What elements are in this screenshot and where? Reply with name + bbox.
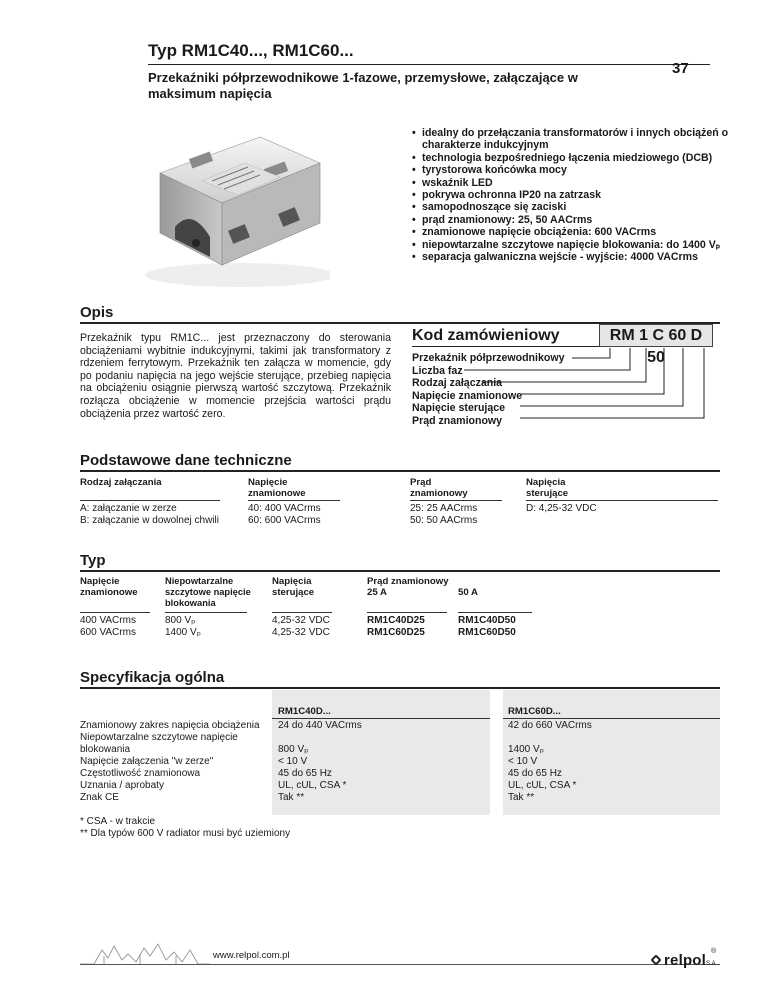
cell-value: A: załączanie w zerze <box>80 503 177 514</box>
cell-value: 600 VACrms <box>80 627 136 638</box>
column-header: 25 A <box>367 587 387 598</box>
spec-label: Napięcie załączenia "w zerze" <box>80 756 214 767</box>
cell-value: 40: 400 VACrms <box>248 503 321 514</box>
order-code-item: Prąd znamionowy <box>412 414 503 427</box>
header-underline <box>526 500 718 501</box>
table-row <box>165 615 201 639</box>
column-header: Niepowtarzalne szczytowe napięcie blokowania <box>165 576 251 608</box>
description-text: Przekaźnik typu RM1C... jest przeznaczony do sterowania obciążeniami wybitnie indukcyjnymi, takimi jak transformatory z rdzeniem ferrytowym. Przekaźnik ten załącza w momencie, gdy po podaniu napięcia na jego wejście sterujące, przebieg napięcia na obciążeniu osiągnie pierwszą wartość szczytową. Przekaźnik rozłącza obciążenie w momencie przejścia wartości prądu obciążenia przez wartość zero. <box>80 332 391 420</box>
table-cell <box>80 503 219 527</box>
order-code-item: Rodzaj załączania <box>412 377 503 390</box>
spec-value: 42 do 660 VACrms <box>508 720 592 731</box>
cell-value: 1400 Vₚ <box>165 627 201 638</box>
cell-value: D: 4,25-32 VDC <box>526 503 597 514</box>
order-code-item: Napięcie sterujące <box>412 402 506 415</box>
part-number: RM1C60D25 <box>367 627 425 638</box>
section-title-spec: Specyfikacja ogólna <box>80 669 225 686</box>
footer-divider <box>80 964 720 965</box>
feature-item: • idealny do przełączania transformatorów i innych obciążeń o charakterze indukcyjnym <box>412 127 742 152</box>
header-underline <box>367 612 447 613</box>
section-divider <box>80 687 720 689</box>
order-code-item: Napięcie znamionowe <box>412 389 523 402</box>
logo-text: relpol <box>664 952 707 969</box>
logo-suffix: S.A. <box>706 961 718 967</box>
order-code-title: Kod zamówieniowy <box>412 327 560 344</box>
spec-value: 1400 Vₚ <box>508 744 544 755</box>
cell-value: 800 Vₚ <box>165 615 196 626</box>
header-underline <box>80 500 220 501</box>
order-code-item: Liczba faz <box>412 364 463 377</box>
spec-label: Uznania / aprobaty <box>80 780 164 791</box>
spec-value: Tak ** <box>278 792 305 803</box>
page-number: 37 <box>672 60 689 77</box>
table-cell <box>410 503 477 527</box>
spec-value: 45 do 65 Hz <box>508 768 562 779</box>
feature-item: • samopodnoszące się zaciski <box>412 201 742 213</box>
table-row <box>272 615 330 639</box>
header-underline <box>272 718 490 719</box>
cell-value: 60: 600 VACrms <box>248 515 321 526</box>
table-cell <box>526 503 597 515</box>
header-underline <box>458 612 532 613</box>
order-code-item: Przekaźnik półprzewodnikowy <box>412 352 565 364</box>
spec-value: < 10 V <box>508 756 538 767</box>
header-underline <box>272 612 332 613</box>
page-subtitle: Przekaźniki półprzewodnikowe 1-fazowe, przemysłowe, załączające w maksimum napięcia <box>148 70 578 101</box>
part-number: RM1C40D25 <box>367 615 425 626</box>
section-divider <box>80 570 720 572</box>
column-header: Napięcia sterujące <box>526 477 569 499</box>
cell-value: 25: 25 AACrms <box>410 503 478 514</box>
spec-value: UL, cUL, CSA * <box>508 780 577 791</box>
table-row <box>80 615 136 639</box>
order-code-connectors <box>400 346 730 456</box>
cell-value: B: załączanie w dowolnej chwili <box>80 515 219 526</box>
cell-value: 4,25-32 VDC <box>272 627 330 638</box>
spec-value: 45 do 65 Hz <box>278 768 332 779</box>
column-header: Prąd znamionowy <box>410 477 468 499</box>
spec-value: 24 do 440 VACrms <box>278 720 362 731</box>
column-header: RM1C60D... <box>508 706 561 717</box>
feature-item: • pokrywa ochronna IP20 na zatrzask <box>412 189 742 201</box>
column-header: Rodzaj załączania <box>80 477 162 488</box>
spec-label: Niepowtarzalne szczytowe napięcie blokowania <box>80 732 238 755</box>
spec-labels <box>80 720 270 804</box>
column-header: Prąd znamionowy <box>367 576 449 587</box>
spec-label: Znamionowy zakres napięcia obciążenia <box>80 720 260 731</box>
registered-mark: ® <box>711 948 717 955</box>
table-row <box>367 615 425 639</box>
relpol-logo <box>652 952 706 969</box>
part-number: RM1C60D50 <box>458 627 516 638</box>
spec-value: UL, cUL, CSA * <box>278 780 347 791</box>
section-title-typ: Typ <box>80 552 106 569</box>
spec-value: Tak ** <box>508 792 535 803</box>
part-number: RM1C40D50 <box>458 615 516 626</box>
header-underline <box>80 612 150 613</box>
spec-label: Znak CE <box>80 792 119 803</box>
spec-value: 800 Vₚ <box>278 744 309 755</box>
column-header: Napięcie znamionowe <box>80 576 138 598</box>
header-underline <box>248 500 340 501</box>
footnote: ** Dla typów 600 V radiator musi być uziemiony <box>80 828 291 839</box>
column-header: RM1C40D... <box>278 706 331 717</box>
cell-value: 400 VACrms <box>80 615 136 626</box>
feature-item: • niepowtarzalne szczytowe napięcie blokowania: do 1400 Vₚ <box>412 239 742 251</box>
table-row <box>458 615 516 639</box>
feature-item: • znamionowe napięcie obciążenia: 600 VACrms <box>412 226 742 238</box>
section-divider <box>80 470 720 472</box>
header-underline <box>503 718 720 719</box>
footer-landscape-illustration <box>80 940 210 966</box>
feature-item: • tyrystorowa końcówka mocy <box>412 164 742 176</box>
cell-value: 4,25-32 VDC <box>272 615 330 626</box>
spec-label: Częstotliwość znamionowa <box>80 768 201 779</box>
section-title-basic-data: Podstawowe dane techniczne <box>80 452 292 469</box>
header-underline <box>410 500 502 501</box>
column-header: Napięcia sterujące <box>272 576 315 598</box>
feature-item: • separacja galwaniczna wejście - wyjście: 4000 VACrms <box>412 251 742 263</box>
logo-mark-icon <box>650 954 661 965</box>
feature-item: • technologia bezpośredniego łączenia miedziowego (DCB) <box>412 152 742 164</box>
page-title: Typ RM1C40..., RM1C60... <box>148 41 354 60</box>
feature-item: • wskaźnik LED <box>412 177 742 189</box>
table-cell <box>248 503 321 527</box>
column-header: Napięcie znamionowe <box>248 477 306 499</box>
order-code-box: RM 1 C 60 D 50 <box>599 324 713 347</box>
title-divider <box>148 64 710 65</box>
cell-value: 50: 50 AACrms <box>410 515 478 526</box>
footnotes <box>80 816 290 840</box>
relay-product-image <box>130 115 330 295</box>
spec-values-rm60 <box>508 720 592 804</box>
footnote: * CSA - w trakcie <box>80 816 156 827</box>
footer-url[interactable]: www.relpol.com.pl <box>213 950 290 961</box>
column-header: 50 A <box>458 587 478 598</box>
feature-item: • prąd znamionowy: 25, 50 AACrms <box>412 214 742 226</box>
spec-values-rm40 <box>278 720 362 804</box>
header-underline <box>165 612 247 613</box>
spec-value: < 10 V <box>278 756 308 767</box>
section-title-opis: Opis <box>80 304 114 321</box>
feature-list <box>412 127 742 263</box>
